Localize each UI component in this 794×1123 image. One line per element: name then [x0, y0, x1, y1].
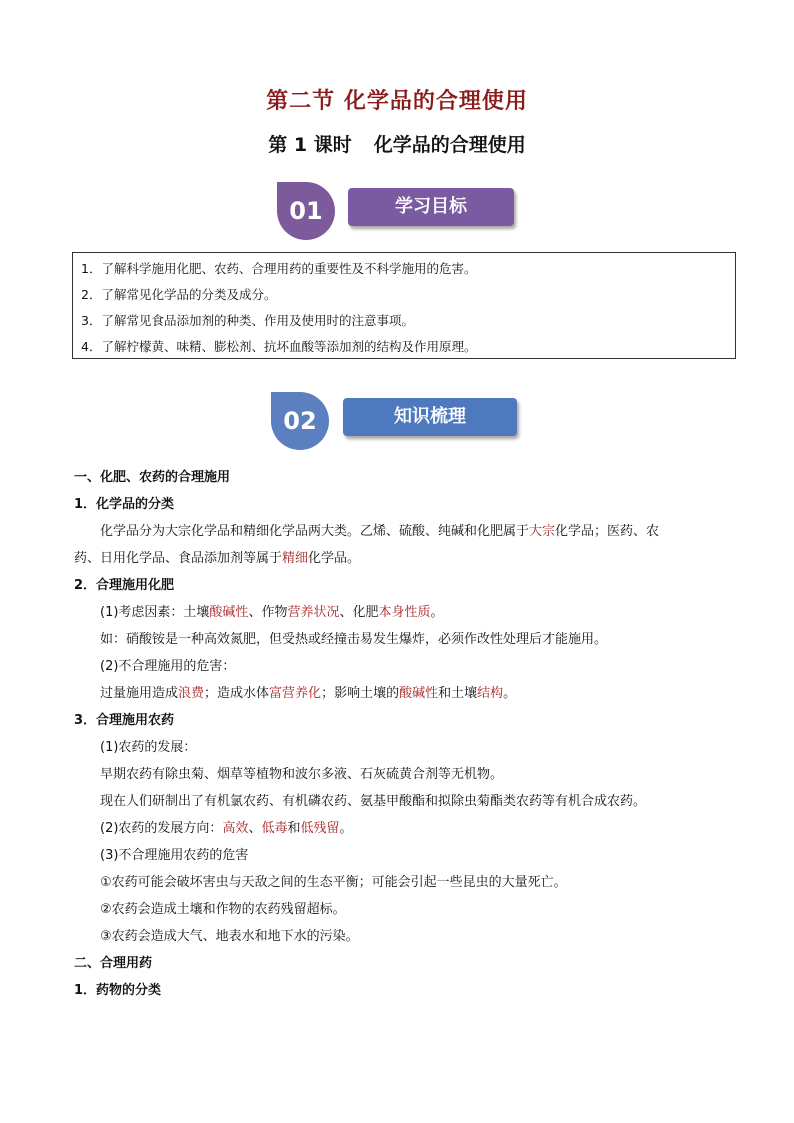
learning-goals-box	[72, 252, 736, 359]
fertilizer-example: 如：硝酸铵是一种高效氮肥，但受热或经撞击易发生爆炸，必须作改性处理后才能施用。	[100, 632, 608, 647]
section-label-pill: 知识梳理	[343, 398, 517, 436]
pesticide-harm-item: ②农药会造成土壤和作物的农药残留超标。	[100, 902, 346, 917]
fertilizer-harm: 过量施用造成浪费；造成水体富营养化；影响土壤的酸碱性和土壤结构。	[100, 686, 517, 701]
subheading-fertilizer: 2．合理施用化肥	[74, 578, 175, 593]
goal-item: 1．了解科学施用化肥、农药、合理用药的重要性及不科学施用的危害。	[81, 261, 477, 276]
heading-medicine: 二、合理用药	[74, 956, 153, 971]
subheading-pesticide: 3．合理施用农药	[74, 713, 175, 728]
section-number: 01	[289, 197, 323, 225]
fertilizer-factors: (1)考虑因素：土壤酸碱性、作物营养状况、化肥本身性质。	[100, 605, 444, 620]
goal-item: 3．了解常见食品添加剂的种类、作用及使用时的注意事项。	[81, 313, 414, 328]
section-heading-goals	[277, 182, 517, 242]
fertilizer-harm-heading: (2)不合理施用的危害：	[100, 659, 236, 674]
goal-item: 2．了解常见化学品的分类及成分。	[81, 287, 277, 302]
goal-item: 4．了解柠檬黄、味精、膨松剂、抗坏血酸等添加剂的结构及作用原理。	[81, 339, 477, 354]
lesson-topic: 化学品的合理使用	[373, 134, 526, 156]
lesson-number: 第 1 课时	[268, 134, 352, 156]
pesticide-harm-heading: (3)不合理施用农药的危害	[100, 848, 249, 863]
paragraph-classification: 化学品分为大宗化学品和精细化学品两大类。乙烯、硫酸、纯碱和化肥属于大宗化学品；医药、农	[100, 524, 660, 539]
section-number: 02	[283, 407, 317, 435]
section-heading-knowledge	[271, 392, 521, 452]
subheading-drug-classification: 1．药物的分类	[74, 983, 162, 998]
pesticide-development-heading: (1)农药的发展：	[100, 740, 197, 755]
pesticide-direction: (2)农药的发展方向：高效、低毒和低残留。	[100, 821, 353, 836]
pesticide-harm-item: ①农药可能会破坏害虫与天敌之间的生态平衡；可能会引起一些昆虫的大量死亡。	[100, 875, 567, 890]
section-label-pill: 学习目标	[348, 188, 514, 226]
knowledge-content	[74, 464, 734, 1004]
page-title: 第二节 化学品的合理使用	[266, 89, 528, 114]
pesticide-modern: 现在人们研制出了有机氯农药、有机磷农药、氨基甲酸酯和拟除虫菊酯类农药等有机合成农药。	[100, 794, 647, 809]
subheading-classification: 1．化学品的分类	[74, 497, 175, 512]
paragraph-classification-cont: 药、日用化学品、食品添加剂等属于精细化学品。	[74, 551, 361, 566]
page-subtitle	[0, 130, 794, 157]
heading-fertilizer-pesticide: 一、化肥、农药的合理施用	[74, 470, 231, 485]
pesticide-harm-item: ③农药会造成大气、地表水和地下水的污染。	[100, 929, 359, 944]
pesticide-early: 早期农药有除虫菊、烟草等植物和波尔多液、石灰硫黄合剂等无机物。	[100, 767, 504, 782]
